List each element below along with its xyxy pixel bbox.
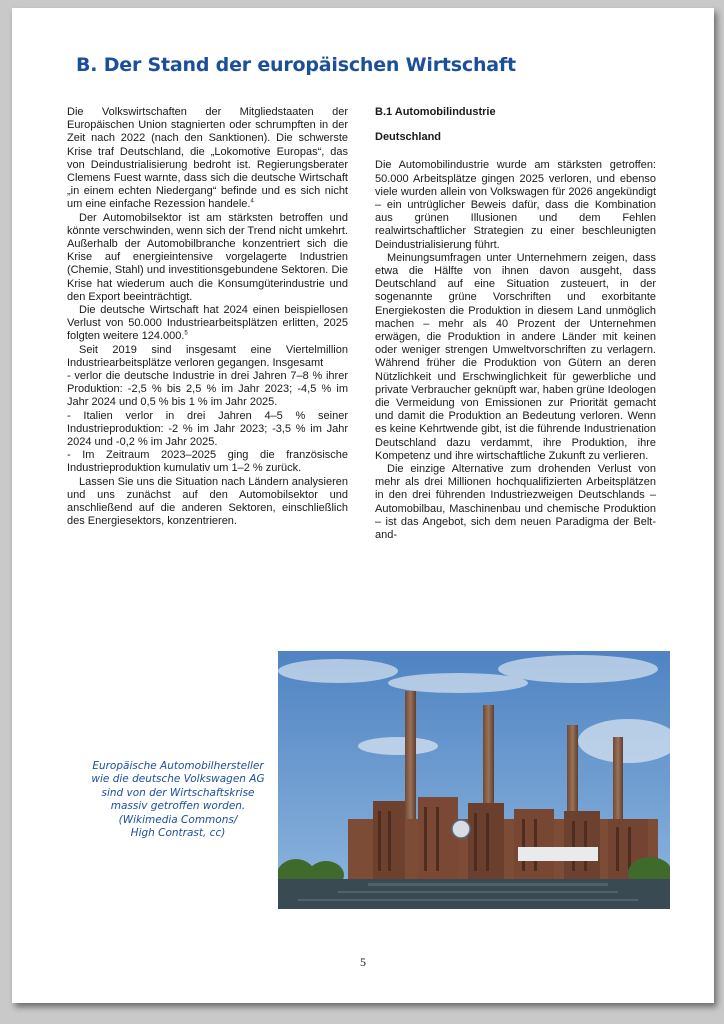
list-item: - verlor die deutsche Industrie in drei Jahren 7–8 % ihrer Produktion: -2,5 % bis 2,5 % im Jahr 2023; -4,5 % im Jahr 2024 und 0,5 % bis 1 % im Jahr 2025. bbox=[67, 370, 348, 409]
paragraph: Lassen Sie uns die Situation nach Ländern analysieren und uns zunächst auf den Automobilsektor und anschließend auf die anderen Sektoren, einschließlich des Energiesektors, konzentrieren. bbox=[67, 475, 348, 528]
caption-line: wie die deutsche Volkswagen AG bbox=[91, 773, 265, 786]
figure-caption bbox=[82, 760, 274, 840]
paragraph bbox=[67, 304, 348, 344]
footnote-ref: 5 bbox=[184, 330, 188, 337]
caption-line: Europäische Automobilhersteller bbox=[92, 760, 264, 772]
section-heading: B.1 Automobilindustrie bbox=[375, 106, 496, 118]
subsection-heading: Deutschland bbox=[375, 131, 442, 144]
right-column bbox=[375, 106, 656, 542]
caption-line: High Contrast, cc) bbox=[130, 827, 226, 840]
list-item: - Italien verlor in drei Jahren 4–5 % seiner Industrieproduktion: -2 % im Jahr 2023; -3,5 % im Jahr 2024 und -0,2 % im Jahr 2025. bbox=[67, 409, 348, 449]
paragraph-text: Die deutsche Wirtschaft hat 2024 einen beispiellosen Verlust von 50.000 Industriearbeitsplätzen erlitten, 2025 folgten weitere 124.000. bbox=[67, 304, 348, 343]
paragraph: Der Automobilsektor ist am stärksten betroffen und könnte verschwinden, wenn sich der Trend nicht umkehrt. Außerhalb der Automobilbranche konzentriert sich die Krise auf energieintensive vorgelagerte Industrien (Chemie, Stahl) und investitionsgebundene Sektoren. Die Krise hat wiederum auch die Konsumgüterindustrie und den Export beeinträchtigt. bbox=[67, 211, 348, 303]
document-page bbox=[12, 8, 714, 1003]
footnote-ref: 4 bbox=[250, 198, 254, 205]
caption-line: (Wikimedia Commons/ bbox=[118, 813, 238, 826]
caption-line: sind von der Wirtschaftskrise bbox=[101, 786, 255, 799]
paragraph-text: Die Volkswirtschaften der Mitgliedstaaten der Europäischen Union stagnierten oder schrumpften in der Zeit nach 2022 (nach den Sanktionen). Die schwerste Krise traf Deutschland, die „Lokomotive Europas“, das von Deindustrialisierung bedroht ist. Regierungsberater Clemens Fuest warnte, dass sich die deutsche Wirtschaft „in einem echten Niedergang“ befinde und es sich nicht um eine einfache Rezession handele. bbox=[67, 106, 348, 211]
page-title: B. Der Stand der europäischen Wirtschaft bbox=[76, 54, 516, 76]
paragraph: Seit 2019 sind insgesamt eine Viertelmillion Industriearbeitsplätze verloren gegangen. Insgesamt bbox=[67, 343, 348, 369]
paragraph: Die Automobilindustrie wurde am stärksten getroffen: 50.000 Arbeitsplätze gingen 2025 verloren, und ebenso viele wurden allein von Volkswagen für 2026 angekündigt – ein untrüglicher Beweis dafür, dass die Kombination aus grünen Illusionen und dem Fehlen realwirtschaftlicher Strategien zu einer beschleunigten Deindustrialisierung führt. bbox=[375, 159, 656, 251]
factory-photo bbox=[278, 651, 670, 909]
caption-line: massiv getroffen worden. bbox=[110, 800, 246, 813]
page-number: 5 bbox=[360, 955, 366, 969]
paragraph: Meinungsumfragen unter Unternehmern zeigen, dass etwa die Hälfte von ihnen davon ausgeht, dass Deutschland auf eine Situation zusteuert, in der sogenannte grüne Vorschriften und exorbitante Energiekosten die Produktion in diesem Land unmöglich machen – mehr als 40 Prozent der Unternehmen erwägen, die Produktion in andere Länder mit keinen oder weniger strengen Umweltvorschriften zu verlagern. Während früher die Produktion von Gütern an deren Nützlichkeit und Erschwinglichkeit für gewerbliche und private Verbraucher geknüpft war, haben grüne Ideologen die Vermeidung von Emissionen zur Priorität gemacht und damit die Produktion an Bedeutung verloren. Wenn es keine Kehrtwende gibt, ist die führende Industrienation Deutschland dazu verdammt, ihre Produktion, ihre Kompetenz und ihre wirtschaftliche Zukunft zu verlieren. bbox=[375, 251, 656, 462]
paragraph bbox=[67, 106, 348, 212]
paragraph: Die einzige Alternative zum drohenden Verlust von mehr als drei Millionen hochqualifizierten Arbeitsplätzen in den drei führenden Industriezweigen Deutschlands – Automobilbau, Maschinenbau und chemische Produktion – ist das Angebot, sich dem neuen Paradigma der Belt-and- bbox=[375, 463, 656, 542]
list-item: - Im Zeitraum 2023–2025 ging die französische Industrieproduktion kumulativ um 1–2 % zurück. bbox=[67, 449, 348, 475]
left-column bbox=[67, 106, 348, 529]
